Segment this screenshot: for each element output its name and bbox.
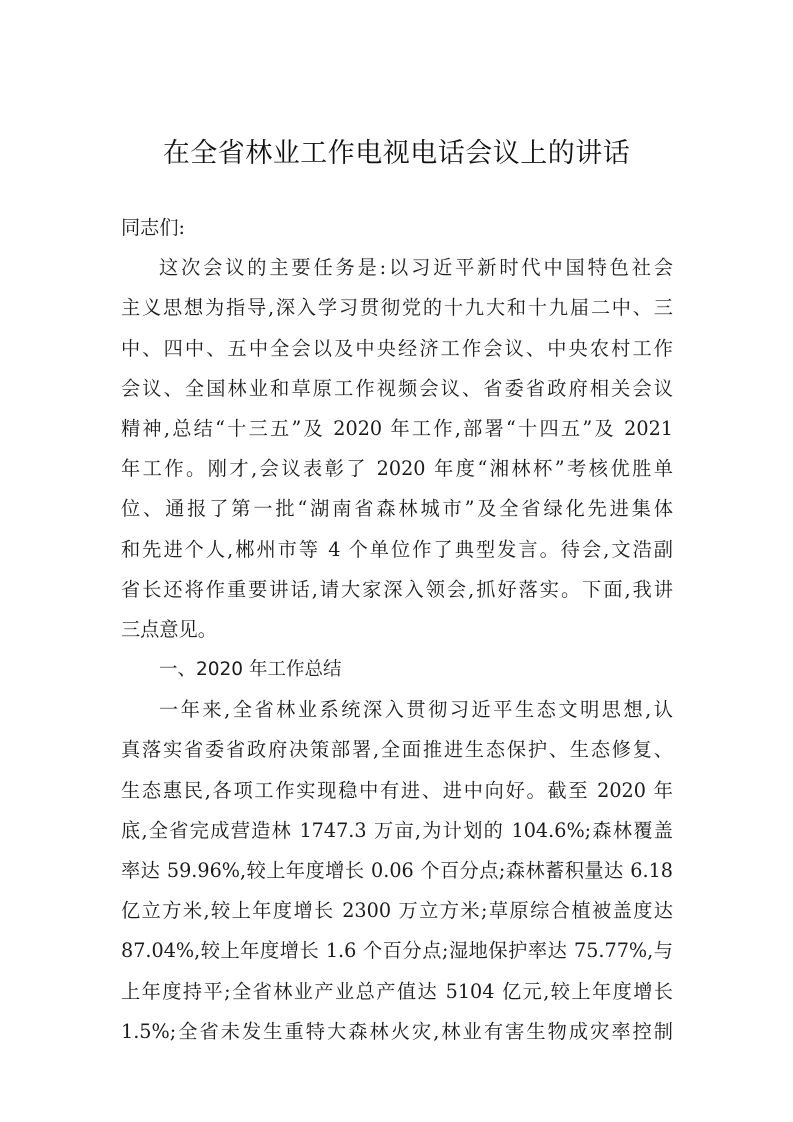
paragraph-line: 1.5%;全省未发生重特大森林火灾,林业有害生物成灾率控制 — [121, 1019, 673, 1043]
paragraph-line: 真落实省委省政府决策部署,全面推进生态保护、生态修复、 — [121, 738, 673, 762]
paragraph-line: 上年度持平;全省林业产业总产值达 5104 亿元,较上年度增长 — [121, 979, 673, 1003]
paragraph-line: 年工作。刚才,会议表彰了 2020 年度“湘林杯”考核优胜单 — [121, 457, 673, 481]
paragraph-line: 位、通报了第一批“湖南省森林城市”及全省绿化先进集体 — [121, 497, 673, 521]
paragraph-line: 和先进个人,郴州市等 4 个单位作了典型发言。待会,文浩副 — [121, 537, 673, 561]
paragraph-line: 这次会议的主要任务是:以习近平新时代中国特色社会 — [159, 256, 673, 280]
salutation: 同志们: — [121, 216, 186, 239]
paragraph-line: 主义思想为指导,深入学习贯彻党的十九大和十九届二中、三 — [121, 296, 673, 320]
document-title: 在全省林业工作电视电话会议上的讲话 — [162, 138, 631, 169]
paragraph-line: 87.04%,较上年度增长 1.6 个百分点;湿地保护率达 75.77%,与 — [121, 939, 673, 963]
paragraph-line: 亿立方米,较上年度增长 2300 万立方米;草原综合植被盖度达 — [121, 899, 673, 923]
section-heading: 一、2020 年工作总结 — [159, 659, 342, 681]
paragraph-line: 生态惠民,各项工作实现稳中有进、进中向好。截至 2020 年 — [121, 778, 673, 802]
paragraph-line: 会议、全国林业和草原工作视频会议、省委省政府相关会议 — [121, 376, 673, 400]
paragraph-line: 三点意见。 — [121, 617, 217, 641]
paragraph-line: 一年来,全省林业系统深入贯彻习近平生态文明思想,认 — [159, 698, 673, 722]
document-body — [121, 208, 673, 1052]
paragraph-line: 中、四中、五中全会以及中央经济工作会议、中央农村工作 — [121, 336, 673, 360]
paragraph-line: 省长还将作重要讲话,请大家深入领会,抓好落实。下面,我讲 — [121, 577, 673, 601]
paragraph-line: 率达 59.96%,较上年度增长 0.06 个百分点;森林蓄积量达 6.18 — [121, 859, 673, 882]
paragraph-line: 精神,总结“十三五”及 2020 年工作,部署“十四五”及 2021 — [121, 416, 673, 440]
paragraph-line: 底,全省完成营造林 1747.3 万亩,为计划的 104.6%;森林覆盖 — [121, 818, 673, 842]
